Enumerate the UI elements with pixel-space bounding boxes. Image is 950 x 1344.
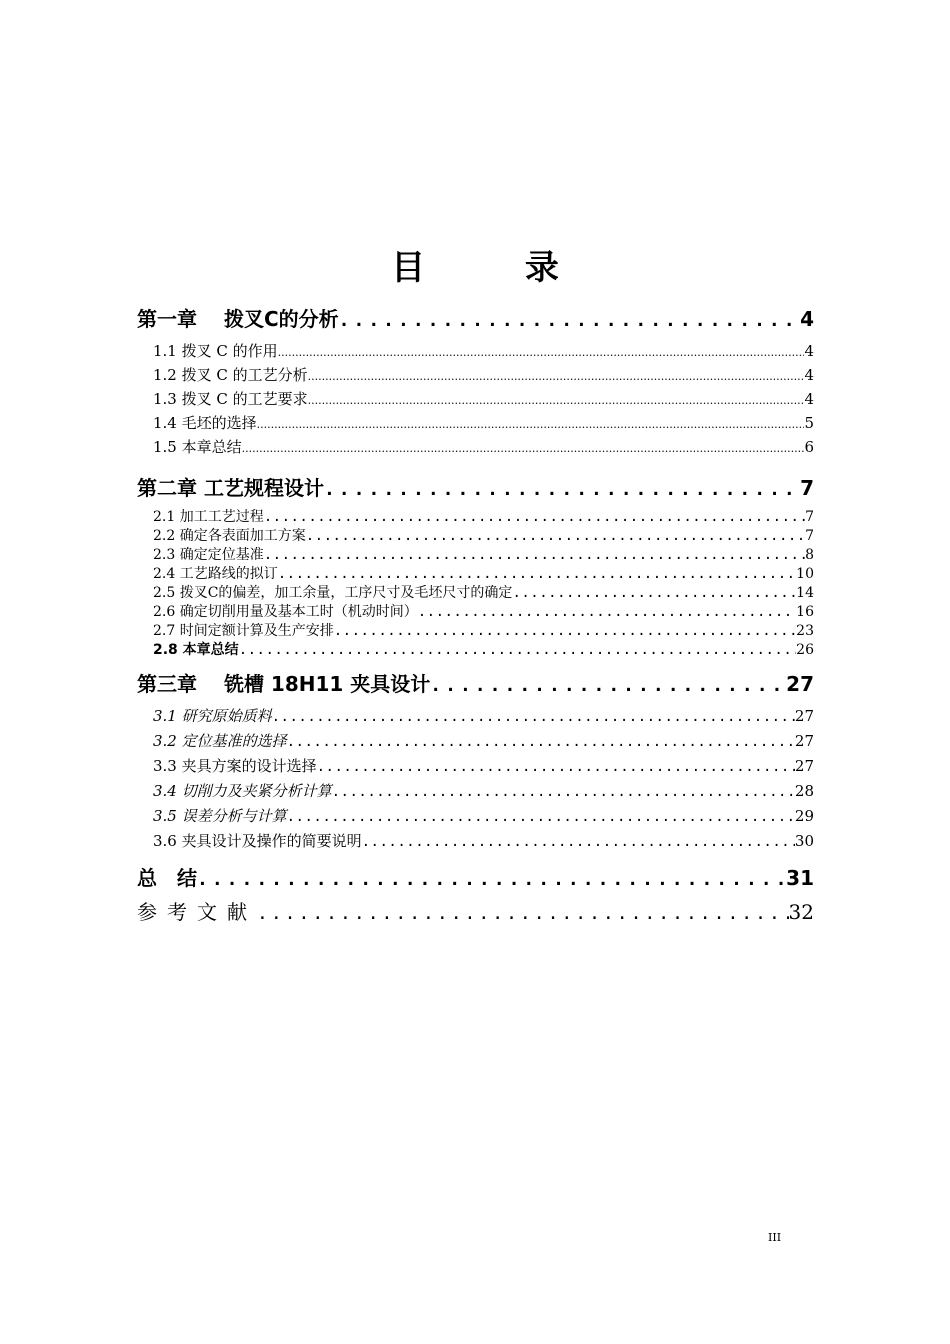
toc-entry-page: 32 [788, 900, 814, 924]
dot-leader [287, 734, 795, 750]
toc-entry-label: 3.2 定位基准的选择 [153, 732, 287, 750]
dot-leader [430, 675, 786, 696]
toc-entry-label: 第三章 铣槽 18H11 夹具设计 [137, 672, 431, 696]
dot-leader [332, 784, 795, 800]
toc-entry-page: 7 [800, 476, 814, 500]
dot-leader [334, 623, 796, 639]
page-number: III [768, 1231, 782, 1244]
toc-section-2-4[interactable] [137, 563, 814, 583]
dot-leader [308, 370, 805, 383]
toc-entry-page: 27 [794, 757, 814, 775]
toc-entry-label: 2.6 确定切削用量及基本工时（机动时间） [153, 604, 418, 620]
toc-entry-page: 28 [794, 782, 814, 800]
toc-section-2-6[interactable] [137, 601, 814, 621]
toc-entry-page: 26 [796, 642, 814, 658]
toc-entry-page: 14 [796, 585, 814, 601]
toc-entry-label: 参考文献 [137, 900, 257, 924]
dot-leader [339, 310, 800, 331]
toc-entry-label: 3.4 切削力及夹紧分析计算 [153, 782, 332, 800]
toc-chapter-1[interactable] [137, 303, 814, 332]
toc-entry-label: 2.7 时间定额计算及生产安排 [153, 623, 334, 639]
toc-section-1-5[interactable] [137, 436, 814, 457]
dot-leader [264, 509, 805, 525]
toc-section-3-5[interactable] [137, 805, 814, 826]
toc-entry-page: 4 [804, 366, 814, 384]
toc-entry-page: 7 [805, 528, 814, 544]
toc-entry-page: 10 [796, 566, 814, 582]
toc-entry-page: 31 [786, 866, 814, 890]
toc-entry-page: 23 [796, 623, 814, 639]
dot-leader [278, 346, 805, 359]
dot-leader [239, 642, 796, 658]
toc-entry-label: 3.6 夹具设计及操作的简要说明 [153, 832, 362, 850]
dot-leader [324, 479, 800, 500]
dot-leader [512, 585, 796, 601]
toc-entry-label: 1.3 拨叉 C 的工艺要求 [153, 390, 308, 408]
toc-chapter-3[interactable] [137, 668, 814, 697]
toc-entry-label: 1.2 拨叉 C 的工艺分析 [153, 366, 308, 384]
toc-section-1-1[interactable] [137, 340, 814, 361]
toc-entry-label: 1.1 拨叉 C 的作用 [153, 342, 278, 360]
dot-leader [272, 709, 795, 725]
dot-leader [308, 394, 805, 407]
toc-section-2-8[interactable] [137, 639, 814, 659]
toc-entry-page: 27 [794, 732, 814, 750]
toc-entry-label: 2.3 确定定位基准 [153, 547, 264, 563]
toc-title: 目 录 [391, 248, 603, 288]
toc-entry-label: 2.4 工艺路线的拟订 [153, 566, 278, 582]
dot-leader [418, 604, 796, 620]
toc-entry-page: 30 [794, 832, 814, 850]
toc-references[interactable] [137, 896, 814, 925]
toc-entry-label: 1.4 毛坯的选择 [153, 414, 257, 432]
dot-leader [242, 442, 805, 455]
toc-entry-page: 7 [805, 509, 814, 525]
toc-entry-page: 27 [786, 672, 814, 696]
toc-section-3-3[interactable] [137, 755, 814, 776]
toc-entry-label: 总 结 [137, 866, 197, 890]
dot-leader [257, 903, 789, 924]
toc-chapter-2[interactable] [137, 472, 814, 501]
toc-entry-page: 4 [800, 307, 814, 331]
toc-entry-label: 3.5 误差分析与计算 [153, 807, 287, 825]
toc-section-1-4[interactable] [137, 412, 814, 433]
toc-entry-label: 3.3 夹具方案的设计选择 [153, 757, 317, 775]
dot-leader [362, 834, 795, 850]
toc-section-1-3[interactable] [137, 388, 814, 409]
dot-leader [287, 809, 795, 825]
toc-entry-label: 第一章 拨叉C的分析 [137, 307, 339, 331]
dot-leader [317, 759, 795, 775]
toc-entry-page: 4 [804, 390, 814, 408]
toc-entry-page: 6 [804, 438, 814, 456]
toc-entry-label: 1.5 本章总结 [153, 438, 242, 456]
toc-entry-label: 2.1 加工工艺过程 [153, 509, 264, 525]
toc-entry-page: 5 [804, 414, 814, 432]
toc-section-2-2[interactable] [137, 525, 814, 545]
toc-entry-label: 2.5 拨叉C的偏差，加工余量，工序尺寸及毛坯尺寸的确定 [153, 585, 513, 601]
toc-section-3-6[interactable] [137, 830, 814, 851]
toc-entry-page: 8 [805, 547, 814, 563]
toc-summary[interactable] [137, 862, 814, 891]
toc-section-2-7[interactable] [137, 620, 814, 640]
toc-entry-label: 3.1 研究原始质料 [153, 707, 272, 725]
toc-section-2-3[interactable] [137, 544, 814, 564]
dot-leader [257, 418, 805, 431]
toc-entry-label: 2.2 确定各表面加工方案 [153, 528, 306, 544]
toc-section-3-1[interactable] [137, 705, 814, 726]
toc-entry-page: 29 [794, 807, 814, 825]
toc-entry-label: 第二章 工艺规程设计 [137, 476, 324, 500]
dot-leader [278, 566, 796, 582]
toc-section-2-5[interactable] [137, 582, 814, 602]
dot-leader [197, 869, 786, 890]
toc-entry-label: 2.8 本章总结 [153, 642, 239, 658]
dot-leader [264, 547, 805, 563]
toc-section-2-1[interactable] [137, 506, 814, 526]
toc-entry-page: 16 [796, 604, 814, 620]
toc-section-3-4[interactable] [137, 780, 814, 801]
toc-section-3-2[interactable] [137, 730, 814, 751]
dot-leader [306, 528, 805, 544]
toc-entry-page: 27 [794, 707, 814, 725]
toc-section-1-2[interactable] [137, 364, 814, 385]
toc-entry-page: 4 [804, 342, 814, 360]
